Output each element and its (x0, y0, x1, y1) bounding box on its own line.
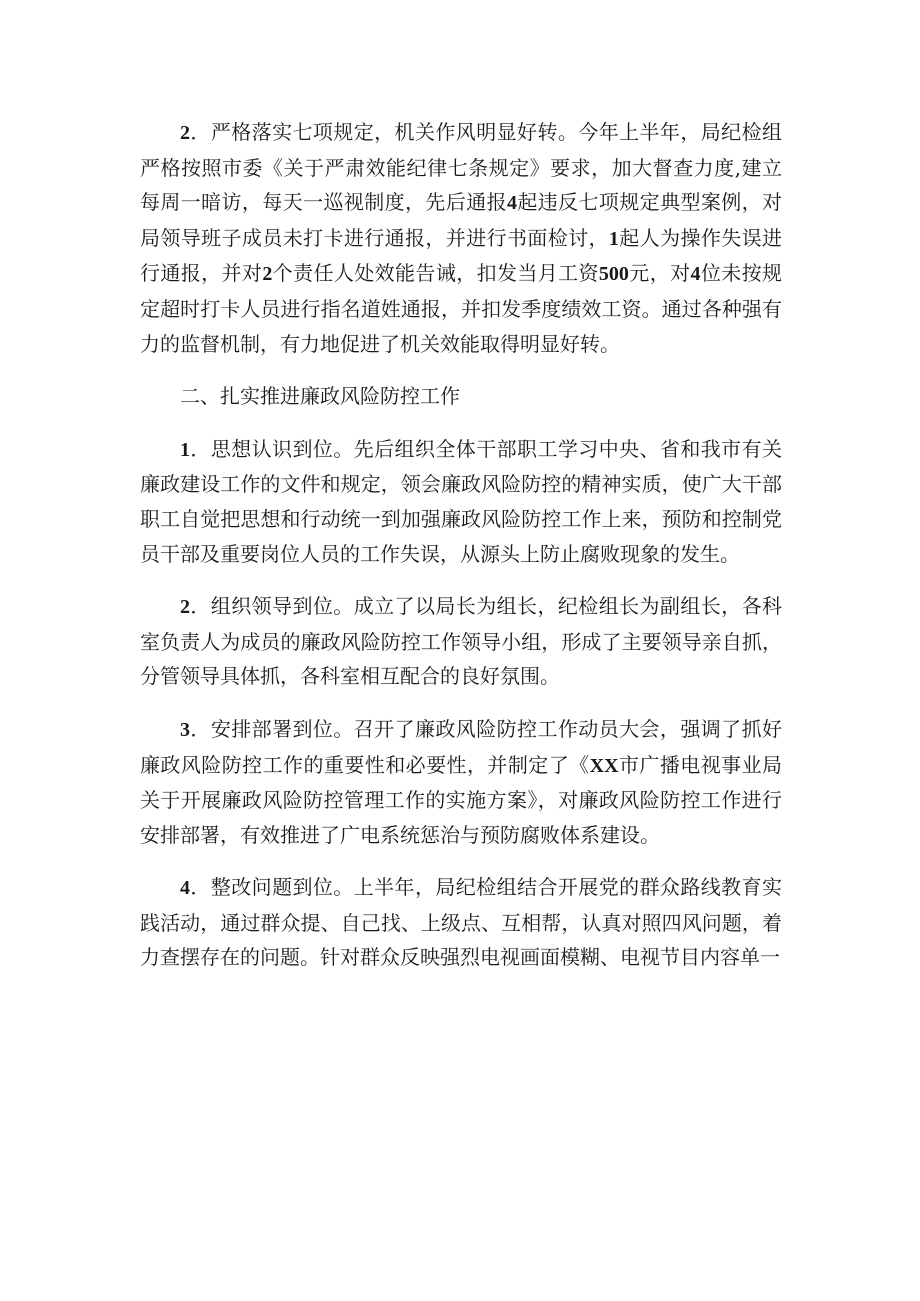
paragraph-text: 起人为操作失误进行通报，并对 (140, 225, 783, 286)
bold-number: 2 (262, 263, 273, 286)
paragraph-text: ．组织领导到位。成立了以局长为组长，纪检组长为副组长，各科室负责人为成员的廉政风险防控工作领导小组，形成了主要领导亲自抓，分管领导具体抓，各科室相互配合的良好氛围。 (140, 594, 782, 689)
paragraph-text: 市广播电视事业局关于开展廉政风险防控管理工作的实施方案》，对廉政风险防控工作进行安排部署，有效推进了广电系统惩治与预防腐败体系建设。 (140, 752, 783, 847)
paragraph-3-deployment (140, 712, 782, 852)
paragraph-4-rectification (140, 870, 782, 975)
item-number: 2 (180, 122, 190, 144)
paragraph-text: 位未按规定超时打卡人员进行指名道姓通报，并扣发季度绩效工资。通过各种强有力的监督机制，有力地促进了机关效能取得明显好转。 (140, 261, 783, 356)
bold-number: 1 (608, 227, 619, 250)
document-body (140, 115, 782, 993)
paragraph-text: 起违反七项规定典型案例，对局领导班子成员未打卡进行通报，并进行书面检讨， (140, 190, 783, 250)
paragraph-1-thinking (140, 432, 782, 571)
bold-number: 4 (506, 192, 517, 215)
paragraph-text: 个责任人处效能告诫，扣发当月工资 (272, 261, 599, 286)
paragraph-text: ．严格落实七项规定，机关作风明显好转。今年上半年，局纪检组严格按照市委《关于严肃效能纪律七条规定》要求，加大督查力度,建立每周一暗访，每天一巡视制度，先后通报 (140, 120, 782, 215)
paragraph-2-seven-rules (140, 115, 782, 361)
bold-number: 4 (690, 263, 701, 286)
item-number: 2 (180, 596, 190, 619)
bold-text: XX (589, 754, 619, 777)
bold-number: 500 (598, 263, 629, 286)
item-number: 4 (180, 877, 190, 900)
paragraph-text: ．整改问题到位。上半年，局纪检组结合开展党的群众路线教育实践活动，通过群众提、自己找、上级点、互相帮，认真对照四风问题，着力查摆存在的问题。针对群众反映强烈电视画面模糊、电视节目内容单一 (140, 875, 782, 970)
item-number: 1 (180, 438, 190, 461)
paragraph-2-leadership (140, 589, 782, 694)
section-heading-2 (140, 379, 782, 414)
item-number: 3 (180, 718, 190, 741)
paragraph-text: ．安排部署到位。召开了廉政风险防控工作动员大会，强调了抓好廉政风险防控工作的重要性和必要性，并制定了《 (140, 716, 782, 777)
heading-text: 二、扎实推进廉政风险防控工作 (180, 384, 460, 409)
paragraph-text: 元，对 (628, 261, 691, 286)
paragraph-text: ．思想认识到位。先后组织全体干部职工学习中央、省和我市有关廉政建设工作的文件和规定，领会廉政风险防控的精神实质，使广大干部职工自觉把思想和行动统一到加强廉政风险防控工作上来，预防和控制党员干部及重要岗位人员的工作失误，从源头上防止腐败现象的发生。 (140, 436, 782, 566)
